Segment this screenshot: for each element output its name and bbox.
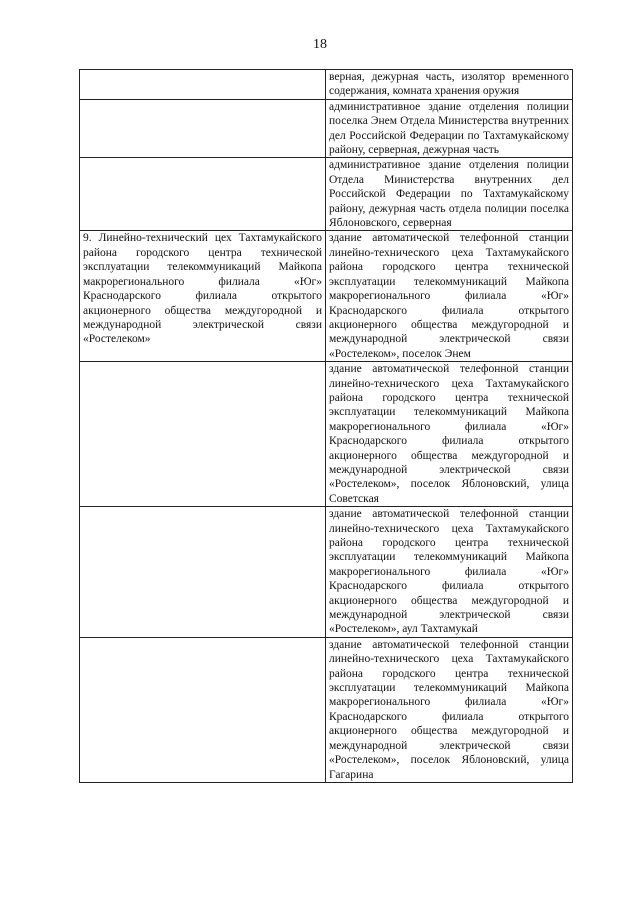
table-row [80,231,573,362]
object-text: здание автоматической телефонной станции линейно-технического цеха Тахтамукайского района городского центра технической эксплуатации телекоммуникаций Майкопа макрорегионального филиала «Юг» Краснодарского филиала открытого акционерного общества междугородной и международной электрической связи «Ростелеком», поселок Яблоновский, улица Советская [329,363,569,505]
organization-cell [80,231,326,362]
object-text: здание автоматической телефонной станции линейно-технического цеха Тахтамукайского района городского центра технической эксплуатации телекоммуникаций Майкопа макрорегионального филиала «Юг» Краснодарского филиала открытого акционерного общества междугородной и международной электрической связи «Ростелеком», поселок Яблоновский, улица Гагарина [329,638,569,781]
object-cell [326,99,573,158]
page-number: 18 [313,37,327,52]
organization-cell [80,362,326,507]
object-cell [326,70,573,100]
organization-cell [80,70,326,100]
table-row [80,362,573,507]
object-cell [326,158,573,231]
organization-cell [80,99,326,158]
object-text: верная, дежурная часть, изолятор временного содержания, комната хранения оружия [329,71,569,98]
organization-cell [80,507,326,638]
table-row [80,507,573,638]
table-row [80,158,573,231]
object-cell [326,507,573,638]
object-text: здание автоматической телефонной станции линейно-технического цеха Тахтамукайского района городского центра технической эксплуатации телекоммуникаций Майкопа макрорегионального филиала «Юг» Краснодарского филиала открытого акционерного общества междугородной и международной электрической связи «Ростелеком», поселок Энем [329,232,569,360]
organization-cell [80,637,326,782]
table-row [80,99,573,158]
object-text: административное здание отделения полиции поселка Энем Отдела Министерства внутренних дел Российской Федерации по Тахтамукайскому району, серверная, дежурная часть [329,100,569,157]
object-text: административное здание отделения полиции Отдела Министерства внутренних дел Российской Федерации по Тахтамукайскому району, дежурная часть отдела полиции поселка Яблоновского, серверная [329,159,569,230]
objects-table [79,69,573,783]
table-row [80,637,573,782]
organization-cell [80,158,326,231]
object-cell [326,362,573,507]
organization-text: 9. Линейно-технический цех Тахтамукайского района городского центра технической эксплуатации телекоммуникаций Майкопа макрорегионального филиала «Юг» Краснодарского филиала открытого акционерного общества междугородной и международной электрической связи «Ростелеком» [83,232,322,346]
object-text: здание автоматической телефонной станции линейно-технического цеха Тахтамукайского района городского центра технической эксплуатации телекоммуникаций Майкопа макрорегионального филиала «Юг» Краснодарского филиала открытого акционерного общества междугородной и международной электрической связи «Ростелеком», аул Тахтамукай [329,508,569,636]
object-cell [326,231,573,362]
object-cell [326,637,573,782]
table-row [80,70,573,100]
